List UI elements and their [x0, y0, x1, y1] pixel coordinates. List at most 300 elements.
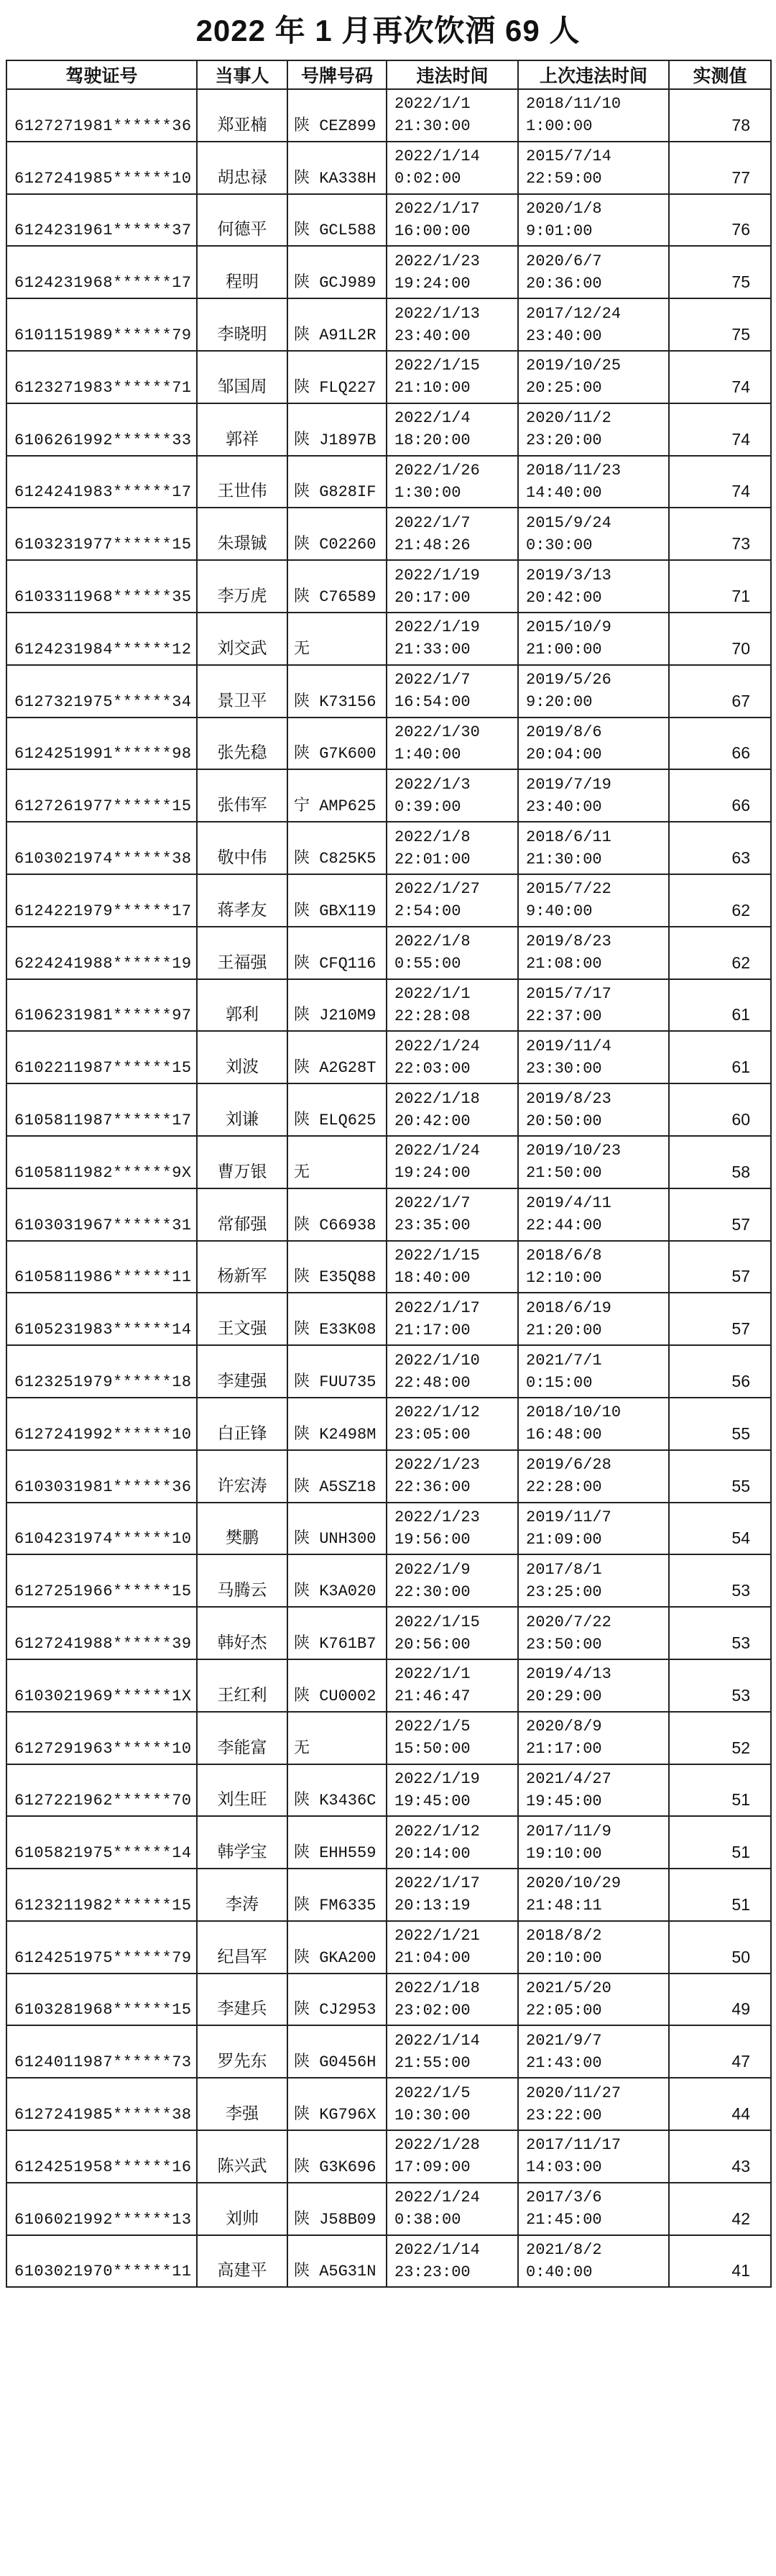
date-text: 2021/8/2	[526, 2241, 602, 2260]
cell-measured-value: 51	[669, 1869, 771, 1921]
clock-text: 23:25:00	[526, 1582, 602, 1601]
cell-measured-value: 47	[669, 2025, 771, 2078]
clock-text: 21:46:47	[394, 1687, 471, 1706]
date-text: 2019/10/25	[526, 357, 622, 375]
clock-text: 20:04:00	[526, 745, 602, 764]
cell-violation-time	[387, 194, 518, 247]
cell-license: 6103021969******1X	[6, 1659, 197, 1712]
cell-measured-value: 60	[669, 1083, 771, 1136]
date-text: 2022/1/15	[394, 357, 480, 375]
cell-party: 纪昌军	[197, 1921, 287, 1974]
cell-violation-time	[387, 1398, 518, 1450]
cell-last-violation-time	[518, 1659, 669, 1712]
clock-text: 21:48:26	[394, 536, 471, 554]
cell-violation-time	[387, 613, 518, 665]
date-text: 2022/1/14	[394, 2241, 480, 2260]
table-row	[6, 1450, 771, 1503]
cell-plate: 陕 C825K5	[287, 822, 387, 874]
clock-text: 22:48:00	[394, 1373, 471, 1392]
cell-last-violation-time	[518, 560, 669, 613]
date-text: 2022/1/23	[394, 1508, 480, 1526]
cell-measured-value: 57	[669, 1188, 771, 1241]
cell-party: 刘谦	[197, 1083, 287, 1136]
date-text: 2022/1/4	[394, 409, 471, 428]
cell-violation-time	[387, 2078, 518, 2130]
cell-license: 6127251966******15	[6, 1554, 197, 1607]
cell-measured-value: 63	[669, 822, 771, 874]
date-text: 2020/6/7	[526, 252, 602, 270]
cell-measured-value: 42	[669, 2183, 771, 2235]
cell-measured-value: 70	[669, 613, 771, 665]
date-text: 2022/1/30	[394, 723, 480, 741]
clock-text: 21:08:00	[526, 955, 602, 973]
cell-party: 高建平	[197, 2235, 287, 2288]
cell-license: 6124241983******17	[6, 456, 197, 508]
date-text: 2019/5/26	[526, 671, 611, 689]
clock-text: 20:13:19	[394, 1897, 471, 1915]
cell-violation-time	[387, 1241, 518, 1293]
cell-plate: 陕 K73156	[287, 665, 387, 718]
table-row	[6, 822, 771, 874]
cell-measured-value: 44	[669, 2078, 771, 2130]
table-row	[6, 1607, 771, 1659]
cell-license: 6103021970******11	[6, 2235, 197, 2288]
clock-text: 17:09:00	[394, 2158, 471, 2177]
cell-violation-time	[387, 560, 518, 613]
clock-text: 23:30:00	[526, 1059, 602, 1078]
cell-plate: 宁 AMP625	[287, 769, 387, 822]
clock-text: 12:10:00	[526, 1268, 602, 1287]
cell-last-violation-time	[518, 665, 669, 718]
cell-violation-time	[387, 1712, 518, 1764]
clock-text: 21:30:00	[526, 850, 602, 868]
date-text: 2020/8/9	[526, 1718, 602, 1736]
cell-violation-time	[387, 508, 518, 560]
clock-text: 15:50:00	[394, 1740, 471, 1759]
clock-text: 22:01:00	[394, 850, 471, 868]
date-text: 2019/8/23	[526, 932, 611, 951]
cell-last-violation-time	[518, 874, 669, 927]
clock-text: 23:23:00	[394, 2263, 471, 2282]
cell-license: 6124251958******16	[6, 2130, 197, 2183]
clock-text: 21:48:11	[526, 1897, 602, 1915]
table-row	[6, 1188, 771, 1241]
date-text: 2022/1/21	[394, 1927, 480, 1945]
table-row	[6, 1083, 771, 1136]
clock-text: 21:20:00	[526, 1321, 602, 1339]
table-row	[6, 142, 771, 194]
clock-text: 16:00:00	[394, 221, 471, 240]
cell-last-violation-time	[518, 403, 669, 456]
date-text: 2021/9/7	[526, 2031, 602, 2050]
clock-text: 21:30:00	[394, 117, 471, 136]
cell-violation-time	[387, 1659, 518, 1712]
date-text: 2022/1/13	[394, 304, 480, 323]
cell-violation-time	[387, 1345, 518, 1398]
cell-violation-time	[387, 1764, 518, 1817]
header-party: 当事人	[197, 60, 287, 89]
cell-license: 6123211982******15	[6, 1869, 197, 1921]
cell-last-violation-time	[518, 769, 669, 822]
cell-license: 6124251991******98	[6, 718, 197, 770]
cell-violation-time	[387, 298, 518, 351]
date-text: 2018/8/2	[526, 1927, 602, 1945]
cell-party: 何德平	[197, 194, 287, 247]
cell-violation-time	[387, 822, 518, 874]
cell-plate: 陕 CU0002	[287, 1659, 387, 1712]
date-text: 2020/11/27	[526, 2084, 622, 2102]
cell-measured-value: 49	[669, 1974, 771, 2026]
cell-measured-value: 61	[669, 979, 771, 1032]
cell-measured-value: 61	[669, 1031, 771, 1083]
table-row	[6, 1398, 771, 1450]
cell-measured-value: 66	[669, 769, 771, 822]
date-text: 2019/11/7	[526, 1508, 611, 1526]
cell-last-violation-time	[518, 1136, 669, 1188]
cell-last-violation-time	[518, 1031, 669, 1083]
cell-last-violation-time	[518, 508, 669, 560]
cell-party: 王红利	[197, 1659, 287, 1712]
cell-license: 6127261977******15	[6, 769, 197, 822]
cell-party: 景卫平	[197, 665, 287, 718]
clock-text: 0:38:00	[394, 2211, 461, 2229]
cell-party: 常郁强	[197, 1188, 287, 1241]
date-text: 2022/1/5	[394, 2084, 471, 2102]
cell-plate: 陕 G3K696	[287, 2130, 387, 2183]
clock-text: 22:59:00	[526, 170, 602, 188]
cell-plate: 陕 K3436C	[287, 1764, 387, 1817]
table-row	[6, 718, 771, 770]
clock-text: 16:54:00	[394, 693, 471, 712]
cell-plate: 陕 FM6335	[287, 1869, 387, 1921]
date-text: 2017/12/24	[526, 304, 622, 323]
date-text: 2022/1/14	[394, 2031, 480, 2050]
date-text: 2021/7/1	[526, 1351, 602, 1370]
clock-text: 9:01:00	[526, 221, 593, 240]
date-text: 2022/1/7	[394, 1194, 471, 1213]
clock-text: 2:54:00	[394, 902, 461, 921]
cell-last-violation-time	[518, 1974, 669, 2026]
cell-party: 樊鹏	[197, 1503, 287, 1555]
cell-last-violation-time	[518, 1764, 669, 1817]
cell-last-violation-time	[518, 1188, 669, 1241]
clock-text: 18:40:00	[394, 1268, 471, 1287]
cell-plate: 陕 CEZ899	[287, 89, 387, 142]
cell-license: 6105231983******14	[6, 1293, 197, 1345]
cell-measured-value: 74	[669, 403, 771, 456]
cell-measured-value: 66	[669, 718, 771, 770]
cell-license: 6103231977******15	[6, 508, 197, 560]
date-text: 2022/1/9	[394, 1560, 471, 1579]
cell-violation-time	[387, 1869, 518, 1921]
cell-license: 6127241992******10	[6, 1398, 197, 1450]
cell-last-violation-time	[518, 298, 669, 351]
date-text: 2022/1/28	[394, 2136, 480, 2155]
table-row	[6, 927, 771, 979]
date-text: 2017/8/1	[526, 1560, 602, 1579]
cell-violation-time	[387, 1083, 518, 1136]
table-row	[6, 194, 771, 247]
table-row	[6, 874, 771, 927]
clock-text: 19:56:00	[394, 1530, 471, 1549]
date-text: 2022/1/19	[394, 618, 480, 637]
date-text: 2022/1/1	[394, 984, 471, 1003]
clock-text: 19:10:00	[526, 1844, 602, 1863]
cell-plate: 陕 GCJ989	[287, 246, 387, 298]
cell-measured-value: 75	[669, 246, 771, 298]
cell-plate: 陕 KA338H	[287, 142, 387, 194]
clock-text: 21:43:00	[526, 2053, 602, 2072]
cell-party: 马腾云	[197, 1554, 287, 1607]
cell-party: 刘波	[197, 1031, 287, 1083]
cell-license: 6105811987******17	[6, 1083, 197, 1136]
table-row	[6, 979, 771, 1032]
cell-violation-time	[387, 1503, 518, 1555]
cell-party: 李能富	[197, 1712, 287, 1764]
cell-violation-time	[387, 1921, 518, 1974]
cell-last-violation-time	[518, 1921, 669, 1974]
cell-measured-value: 71	[669, 560, 771, 613]
cell-plate: 陕 GBX119	[287, 874, 387, 927]
cell-last-violation-time	[518, 456, 669, 508]
clock-text: 9:40:00	[526, 902, 593, 921]
cell-license: 6105821975******14	[6, 1816, 197, 1869]
clock-text: 23:40:00	[526, 797, 602, 816]
cell-measured-value: 57	[669, 1293, 771, 1345]
table-row	[6, 456, 771, 508]
date-text: 2018/6/8	[526, 1246, 602, 1265]
date-text: 2015/10/9	[526, 618, 611, 637]
header-measured-value: 实测值	[669, 60, 771, 89]
cell-party: 李建强	[197, 1345, 287, 1398]
cell-party: 王文强	[197, 1293, 287, 1345]
date-text: 2020/7/22	[526, 1613, 611, 1631]
clock-text: 20:56:00	[394, 1635, 471, 1654]
date-text: 2020/1/8	[526, 199, 602, 218]
clock-text: 19:24:00	[394, 274, 471, 293]
cell-measured-value: 57	[669, 1241, 771, 1293]
cell-measured-value: 75	[669, 298, 771, 351]
cell-plate: 无	[287, 1712, 387, 1764]
cell-license: 6127241985******10	[6, 142, 197, 194]
table-row	[6, 246, 771, 298]
cell-measured-value: 51	[669, 1764, 771, 1817]
cell-plate: 陕 CJ2953	[287, 1974, 387, 2026]
cell-last-violation-time	[518, 142, 669, 194]
cell-plate: 陕 J1897B	[287, 403, 387, 456]
cell-license: 6127321975******34	[6, 665, 197, 718]
cell-measured-value: 52	[669, 1712, 771, 1764]
cell-measured-value: 50	[669, 1921, 771, 1974]
cell-plate: 陕 FUU735	[287, 1345, 387, 1398]
clock-text: 20:17:00	[394, 588, 471, 607]
table-row	[6, 89, 771, 142]
cell-party: 李涛	[197, 1869, 287, 1921]
date-text: 2020/11/2	[526, 409, 611, 428]
cell-violation-time	[387, 1188, 518, 1241]
cell-party: 朱璟铖	[197, 508, 287, 560]
cell-party: 李万虎	[197, 560, 287, 613]
date-text: 2015/7/14	[526, 147, 611, 166]
cell-plate: 陕 A2G28T	[287, 1031, 387, 1083]
table-row	[6, 2183, 771, 2235]
cell-plate: 陕 CFQ116	[287, 927, 387, 979]
cell-plate: 陕 J58B09	[287, 2183, 387, 2235]
clock-text: 22:05:00	[526, 2002, 602, 2020]
cell-last-violation-time	[518, 1083, 669, 1136]
cell-party: 程明	[197, 246, 287, 298]
cell-license: 6106231981******97	[6, 979, 197, 1032]
cell-violation-time	[387, 874, 518, 927]
clock-text: 16:48:00	[526, 1426, 602, 1444]
date-text: 2019/4/11	[526, 1194, 611, 1213]
cell-license: 6102211987******15	[6, 1031, 197, 1083]
date-text: 2019/8/23	[526, 1089, 611, 1108]
clock-text: 21:09:00	[526, 1530, 602, 1549]
header-license: 驾驶证号	[6, 60, 197, 89]
cell-party: 郑亚楠	[197, 89, 287, 142]
table-row	[6, 1345, 771, 1398]
date-text: 2019/6/28	[526, 1456, 611, 1475]
cell-party: 杨新军	[197, 1241, 287, 1293]
cell-party: 胡忠禄	[197, 142, 287, 194]
cell-plate: 陕 J210M9	[287, 979, 387, 1032]
clock-text: 21:00:00	[526, 641, 602, 659]
cell-last-violation-time	[518, 2025, 669, 2078]
clock-text: 21:17:00	[394, 1321, 471, 1339]
cell-license: 6127221962******70	[6, 1764, 197, 1817]
cell-last-violation-time	[518, 1607, 669, 1659]
clock-text: 20:29:00	[526, 1687, 602, 1706]
date-text: 2022/1/8	[394, 932, 471, 951]
date-text: 2017/11/17	[526, 2136, 622, 2155]
clock-text: 22:44:00	[526, 1216, 602, 1235]
clock-text: 20:50:00	[526, 1111, 602, 1130]
cell-plate: 陕 EHH559	[287, 1816, 387, 1869]
cell-last-violation-time	[518, 1345, 669, 1398]
cell-violation-time	[387, 665, 518, 718]
cell-measured-value: 62	[669, 927, 771, 979]
date-text: 2022/1/7	[394, 513, 471, 532]
cell-measured-value: 51	[669, 1816, 771, 1869]
date-text: 2018/10/10	[526, 1403, 622, 1422]
cell-last-violation-time	[518, 979, 669, 1032]
clock-text: 1:30:00	[394, 483, 461, 502]
clock-text: 0:30:00	[526, 536, 593, 554]
clock-text: 22:28:08	[394, 1007, 471, 1025]
cell-party: 陈兴武	[197, 2130, 287, 2183]
clock-text: 23:22:00	[526, 2106, 602, 2124]
cell-last-violation-time	[518, 1554, 669, 1607]
cell-measured-value: 41	[669, 2235, 771, 2288]
cell-measured-value: 55	[669, 1450, 771, 1503]
clock-text: 0:40:00	[526, 2263, 593, 2282]
date-text: 2022/1/1	[394, 95, 471, 114]
cell-violation-time	[387, 2183, 518, 2235]
cell-party: 许宏涛	[197, 1450, 287, 1503]
cell-violation-time	[387, 718, 518, 770]
date-text: 2019/7/19	[526, 775, 611, 794]
header-last-violation-time: 上次违法时间	[518, 60, 669, 89]
table-header-row	[6, 60, 771, 89]
cell-plate: 陕 E33K08	[287, 1293, 387, 1345]
table-row	[6, 1816, 771, 1869]
clock-text: 20:10:00	[526, 1949, 602, 1968]
date-text: 2018/11/23	[526, 461, 622, 480]
cell-measured-value: 73	[669, 508, 771, 560]
cell-license: 6101151989******79	[6, 298, 197, 351]
clock-text: 23:40:00	[394, 326, 471, 345]
table-row	[6, 403, 771, 456]
cell-license: 6127241988******39	[6, 1607, 197, 1659]
table-row	[6, 351, 771, 403]
date-text: 2019/10/23	[526, 1142, 622, 1160]
cell-violation-time	[387, 2235, 518, 2288]
clock-text: 0:55:00	[394, 955, 461, 973]
cell-last-violation-time	[518, 613, 669, 665]
clock-text: 23:40:00	[526, 326, 602, 345]
cell-plate: 陕 C76589	[287, 560, 387, 613]
cell-party: 王世伟	[197, 456, 287, 508]
cell-party: 敬中伟	[197, 822, 287, 874]
cell-violation-time	[387, 1554, 518, 1607]
date-text: 2019/4/13	[526, 1665, 611, 1684]
cell-last-violation-time	[518, 718, 669, 770]
cell-license: 6123271983******71	[6, 351, 197, 403]
clock-text: 22:37:00	[526, 1007, 602, 1025]
cell-license: 6104231974******10	[6, 1503, 197, 1555]
date-text: 2022/1/23	[394, 252, 480, 270]
cell-violation-time	[387, 1293, 518, 1345]
table-row	[6, 1921, 771, 1974]
cell-plate: 陕 A5G31N	[287, 2235, 387, 2288]
clock-text: 21:50:00	[526, 1164, 602, 1183]
date-text: 2022/1/26	[394, 461, 480, 480]
cell-license: 6124221979******17	[6, 874, 197, 927]
cell-last-violation-time	[518, 1241, 669, 1293]
clock-text: 10:30:00	[394, 2106, 471, 2124]
table-row	[6, 1659, 771, 1712]
table-row	[6, 769, 771, 822]
cell-party: 李强	[197, 2078, 287, 2130]
clock-text: 23:05:00	[394, 1426, 471, 1444]
cell-violation-time	[387, 403, 518, 456]
clock-text: 21:10:00	[394, 379, 471, 398]
date-text: 2022/1/19	[394, 1769, 480, 1788]
cell-measured-value: 77	[669, 142, 771, 194]
cell-plate: 陕 ELQ625	[287, 1083, 387, 1136]
date-text: 2022/1/17	[394, 1874, 480, 1893]
cell-measured-value: 74	[669, 351, 771, 403]
table-body	[6, 89, 771, 2287]
cell-measured-value: 62	[669, 874, 771, 927]
cell-license: 6106021992******13	[6, 2183, 197, 2235]
cell-license: 6124231968******17	[6, 246, 197, 298]
cell-license: 6105811982******9X	[6, 1136, 197, 1188]
cell-license: 6103031981******36	[6, 1450, 197, 1503]
cell-license: 6103031967******31	[6, 1188, 197, 1241]
cell-violation-time	[387, 979, 518, 1032]
table-row	[6, 1503, 771, 1555]
cell-violation-time	[387, 1816, 518, 1869]
cell-license: 6124251975******79	[6, 1921, 197, 1974]
cell-license: 6106261992******33	[6, 403, 197, 456]
cell-plate: 陕 GKA200	[287, 1921, 387, 1974]
cell-last-violation-time	[518, 2235, 669, 2288]
date-text: 2022/1/15	[394, 1613, 480, 1631]
table-row	[6, 298, 771, 351]
cell-plate: 陕 G7K600	[287, 718, 387, 770]
